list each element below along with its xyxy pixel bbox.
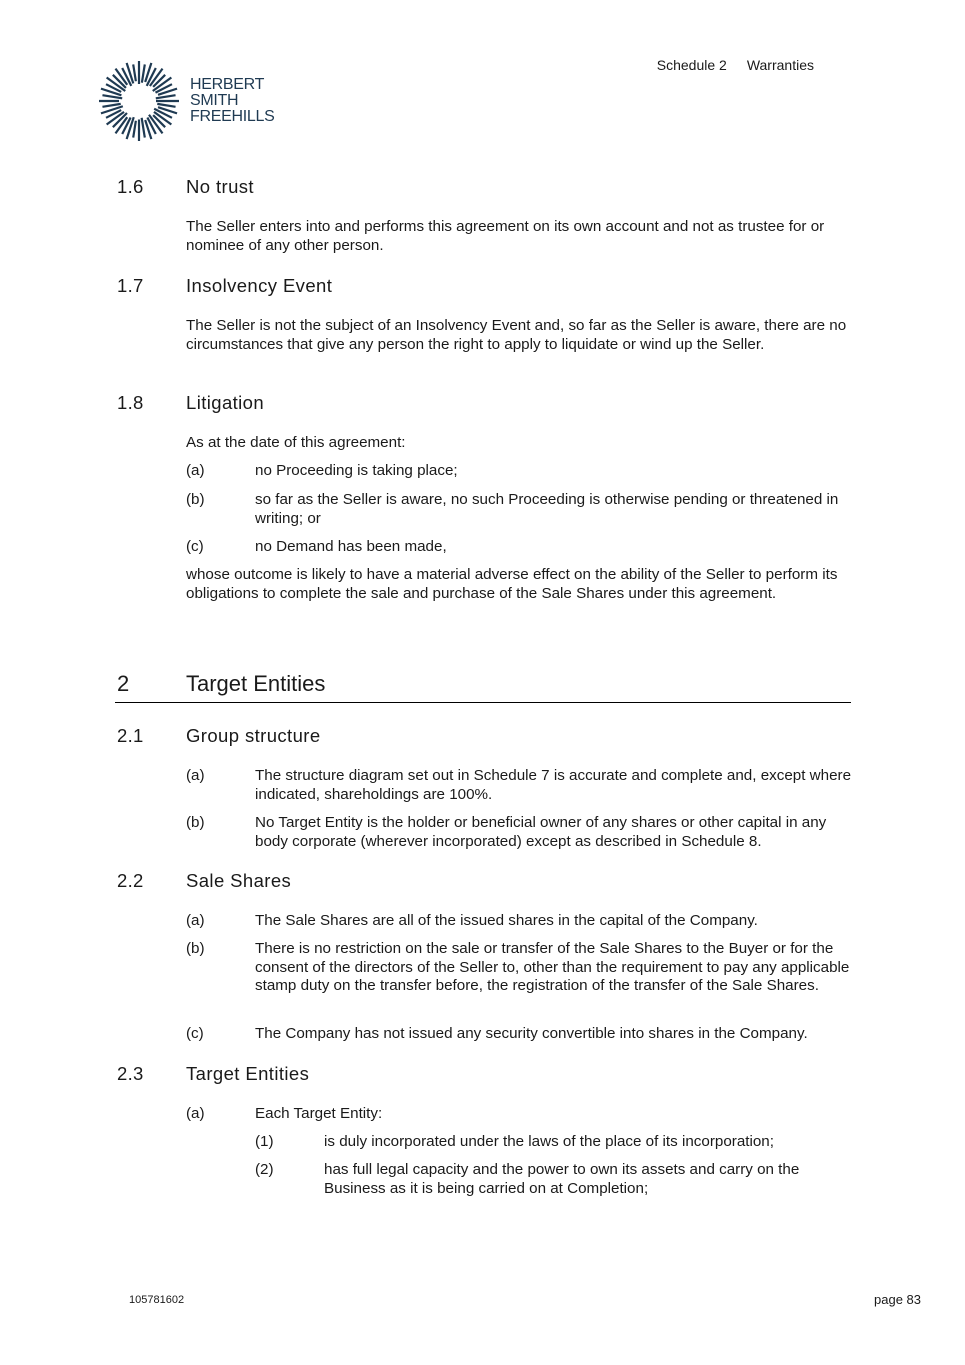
schedule-label: Schedule 2	[656, 57, 727, 73]
logo-ray	[133, 121, 136, 138]
list-label: (a)	[186, 1105, 205, 1122]
list-label: (b)	[186, 940, 205, 957]
logo-line: FREEHILLS	[190, 108, 275, 125]
logo-line: HERBERT	[190, 76, 265, 93]
list-label: (a)	[186, 912, 205, 929]
section-number: 1.7	[117, 275, 144, 296]
section-number: 2.1	[117, 725, 144, 746]
chapter-heading: Target Entities	[186, 671, 326, 696]
list-item: no Demand has been made,	[255, 538, 447, 555]
list-label: (a)	[186, 767, 205, 784]
list-label: (c)	[186, 538, 204, 555]
list-item: Each Target Entity:	[255, 1105, 383, 1122]
sublist-item: is duly incorporated under the laws of the place of its incorporation;	[324, 1133, 774, 1150]
list-label: (a)	[186, 462, 205, 479]
logo-ray	[157, 104, 175, 107]
running-header	[657, 57, 814, 73]
section-heading: Insolvency Event	[186, 275, 333, 296]
paragraph: As at the date of this agreement:	[186, 434, 406, 451]
list-item: so far as the Seller is aware, no such Proceeding is otherwise pending or threatened in writing; or	[255, 491, 839, 527]
list-item: The structure diagram set out in Schedule 7 is accurate and complete and, except where indicated, shareholdings are 100%.	[255, 767, 852, 803]
section-number: 2.2	[117, 870, 144, 891]
list-label: (b)	[186, 491, 205, 508]
section-heading: No trust	[186, 176, 254, 197]
sunburst-logo-icon	[96, 58, 182, 144]
sublist-label: (2)	[255, 1161, 274, 1178]
document-reference: 105781602	[129, 1294, 185, 1306]
paragraph: whose outcome is likely to have a material adverse effect on the ability of the Seller to perform its obligations to complete the sale and purchase of the Sale Shares under this agreement.	[186, 566, 838, 602]
section-number: 2.3	[117, 1063, 144, 1084]
section-heading: Group structure	[186, 725, 321, 746]
list-item: No Target Entity is the holder or beneficial owner of any shares or other capital in any body corporate (wherever incorporated) except as described in Schedule 8.	[255, 814, 827, 850]
logo-line: SMITH	[190, 92, 239, 109]
paragraph: The Seller enters into and performs this agreement on its own account and not as trustee for or nominee of any other person.	[186, 218, 825, 254]
list-label: (b)	[186, 814, 205, 831]
section-heading: Sale Shares	[186, 870, 292, 891]
list-item: The Sale Shares are all of the issued shares in the capital of the Company.	[255, 912, 758, 929]
logo-ray	[142, 64, 145, 82]
heading-rule	[115, 702, 851, 703]
sublist-item: has full legal capacity and the power to own its assets and carry on the Business as it is being carried on at Completion;	[324, 1161, 800, 1197]
list-item: The Company has not issued any security convertible into shares in the Company.	[255, 1025, 808, 1042]
logo-ray	[133, 64, 136, 81]
list-label: (c)	[186, 1025, 204, 1042]
schedule-title: Warranties	[746, 57, 814, 73]
chapter-number: 2	[117, 671, 130, 696]
firm-logo-wordmark	[190, 77, 274, 125]
list-item: There is no restriction on the sale or transfer of the Sale Shares to the Buyer or for the consent of the directors of the Seller to, other than the requirement to pay any applicable stamp duty on the transfer before, the registration of the transfer of the Sale Shares.	[255, 940, 850, 995]
logo-ray	[102, 104, 120, 107]
section-number: 1.8	[117, 392, 144, 413]
section-number: 1.6	[117, 176, 144, 197]
list-item: no Proceeding is taking place;	[255, 462, 458, 479]
section-heading: Target Entities	[186, 1063, 310, 1084]
page-number: page 83	[874, 1292, 921, 1307]
paragraph: The Seller is not the subject of an Insolvency Event and, so far as the Seller is aware, there are no circumstances that give any person the right to apply to liquidate or wind up the Seller.	[186, 317, 847, 353]
sublist-label: (1)	[255, 1133, 274, 1150]
section-heading: Litigation	[186, 392, 265, 413]
